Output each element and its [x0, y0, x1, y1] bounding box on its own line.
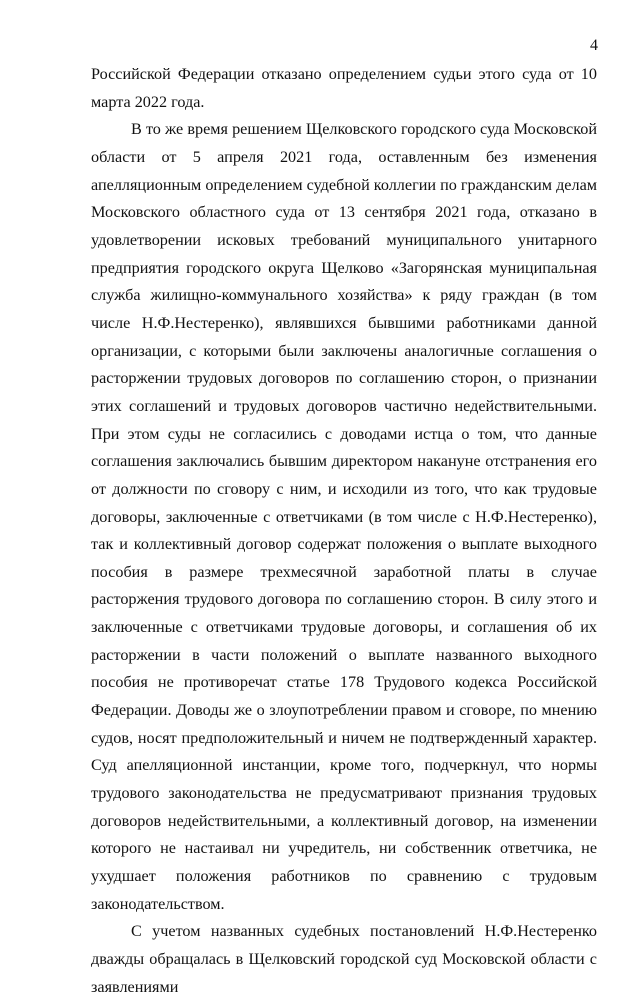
paragraph-continuation: Российской Федерации отказано определением судьи этого суда от 10 марта 2022 года.: [91, 65, 597, 111]
page-number: 4: [590, 37, 598, 54]
document-body: [91, 61, 597, 1001]
paragraph-applications: С учетом названных судебных постановлений Н.Ф.Нестеренко дважды обращалась в Щелковский городской суд Московской области с заявлениями: [91, 922, 597, 996]
paragraph-court-decision: В то же время решением Щелковского городского суда Московской области от 5 апреля 2021 года, оставленным без изменения апелляционным определением судебной коллегии по гражданским делам Московского областного суда от 13 сентября 2021 года, отказано в удовлетворении исковых требований муниципального унитарного предприятия городского округа Щелково «Загорянская муниципальная служба жилищно-коммунального хозяйства» к ряду граждан (в том числе Н.Ф.Нестеренко), являвшихся бывшими работниками данной организации, с которыми были заключены аналогичные соглашения о расторжении трудовых договоров по соглашению сторон, о признании этих соглашений и трудовых договоров частично недействительными. При этом суды не согласились с доводами истца о том, что данные соглашения заключались бывшим директором накануне отстранения его от должности по сговору с ним, и исходили из того, что как трудовые договоры, заключенные с ответчиками (в том числе с Н.Ф.Нестеренко), так и коллективный договор содержат положения о выплате выходного пособия в размере трехмесячной заработной платы в случае расторжения трудового договора по соглашению сторон. В силу этого и заключенные с ответчиками трудовые договоры, и соглашения об их расторжении в части положений о выплате названного выходного пособия не противоречат статье 178 Трудового кодекса Российской Федерации. Доводы же о злоупотреблении правом и сговоре, по мнению судов, носят предположительный и ничем не подтвержденный характер. Суд апелляционной инстанции, кроме того, подчеркнул, что нормы трудового законодательства не предусматривают признания трудовых договоров недействительными, а коллективный договор, на изменении которого не настаивал ни учредитель, ни собственник ответчика, не ухудшает положения работников по сравнению с трудовым законодательством.: [91, 120, 597, 913]
